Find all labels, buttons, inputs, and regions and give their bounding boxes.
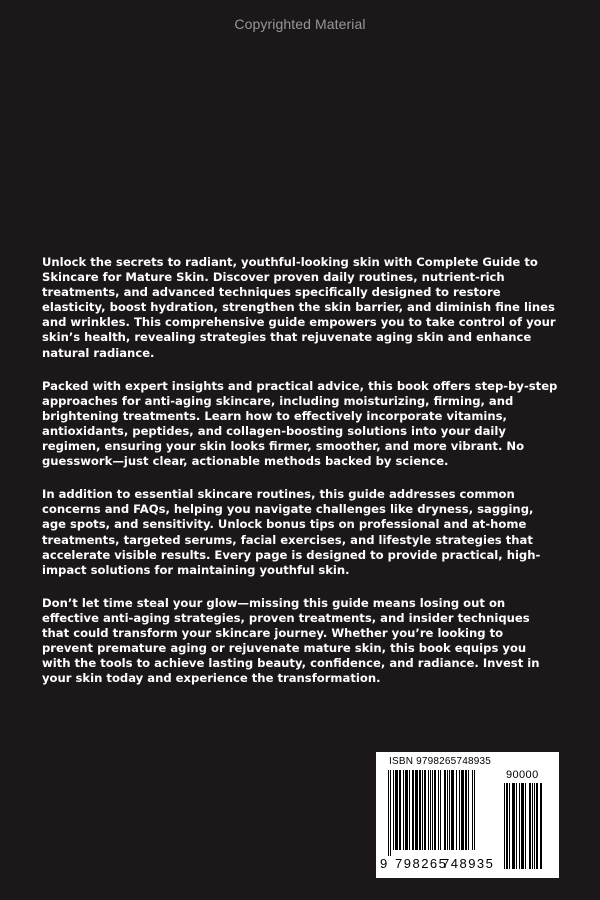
addon-code: 90000 [506,769,539,781]
isbn-barcode [376,752,559,878]
blurb-paragraph-3: In addition to essential skincare routines, this guide addresses common concerns and FAQs, helping you navigate challenges like dryness, sagging, age spots, and sensitivity. Unlock bonus tips on professional and at-home treatments, targeted serums, facial exercises, and lifestyle strategies that accelerate visible results. Every page is designed to provide practical, high-impact solutions for maintaining youthful skin. [42,487,541,577]
barcode-digits-right: 748935 [442,856,495,871]
isbn-label: ISBN 9798265748935 [389,756,492,767]
ean13-bars [388,770,492,856]
blurb-paragraph-1: Unlock the secrets to radiant, youthful-looking skin with Complete Guide to Skincare for Mature Skin. Discover proven daily routines, nutrient-rich treatments, and advanced techniques specifically designed to restore elasticity, boost hydration, strengthen the skin barrier, and diminish fine lines and wrinkles. This comprehensive guide empowers you to take control of your skin’s health, revealing strategies that rejuvenate aging skin and enhance natural radiance. [42,255,556,360]
watermark-top: Copyrighted Material [234,16,366,32]
barcode-digits-left: 798265 [395,856,448,871]
barcode-digit-first: 9 [380,856,388,871]
blurb-text [42,255,558,704]
blurb-paragraph-2: Packed with expert insights and practical advice, this book offers step-by-step approaches for anti-aging skincare, including moisturizing, firming, and brightening treatments. Learn how to effectively incorporate vitamins, antioxidants, peptides, and collagen-boosting solutions into your daily regimen, ensuring your skin looks firmer, smoother, and more vibrant. No guesswork—just clear, actionable methods backed by science. [42,378,558,469]
blurb-paragraph-4: Don’t let time steal your glow—missing this guide means losing out on effective anti-aging strategies, proven treatments, and insider techniques that could transform your skincare journey. Whether you’re looking to prevent premature aging or rejuvenate mature skin, this book equips you with the tools to achieve lasting beauty, confidence, and radiance. Invest in your skin today and experience the transformation. [42,595,540,686]
addon-bars [504,783,554,869]
